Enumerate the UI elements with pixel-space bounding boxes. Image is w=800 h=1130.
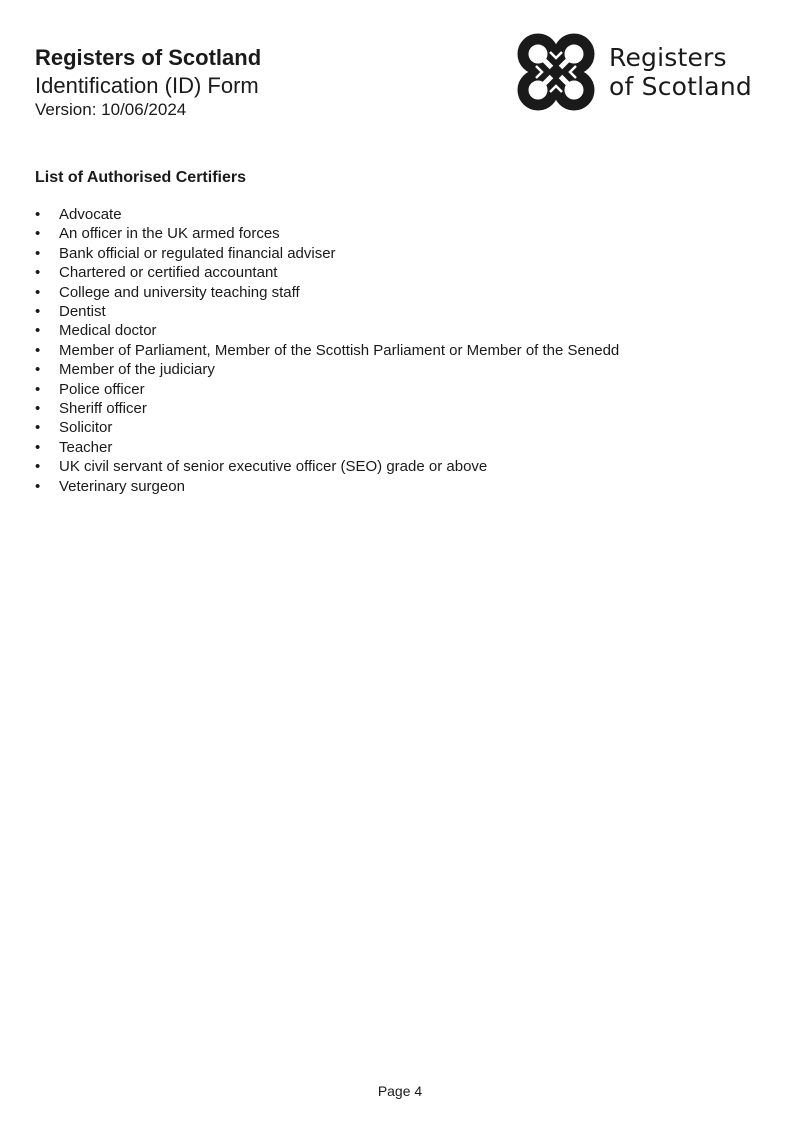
list-item-label: College and university teaching staff: [59, 283, 300, 301]
list-item-label: Veterinary surgeon: [59, 477, 185, 495]
list-item: [35, 205, 619, 224]
page-number: Page 4: [377, 1083, 423, 1099]
list-item: [35, 263, 619, 282]
bullet-icon: •: [35, 361, 41, 379]
bullet-icon: •: [35, 341, 41, 359]
list-item-label: Chartered or certified accountant: [59, 264, 278, 282]
bullet-icon: •: [35, 225, 41, 243]
list-item-label: Teacher: [59, 438, 113, 456]
bullet-icon: •: [35, 477, 41, 495]
bullet-icon: •: [35, 438, 41, 456]
registers-of-scotland-logo: [516, 32, 761, 116]
bullet-icon: •: [35, 283, 41, 301]
list-item: [35, 244, 619, 263]
list-item: [35, 283, 619, 302]
list-item: [35, 380, 619, 399]
list-item: [35, 360, 619, 379]
bullet-icon: •: [35, 244, 41, 262]
list-item-label: Sheriff officer: [59, 400, 147, 418]
bullet-icon: •: [35, 264, 41, 282]
certifier-list: [35, 205, 619, 496]
section-heading: List of Authorised Certifiers: [35, 169, 246, 186]
list-item: [35, 321, 619, 340]
registers-of-scotland-knot-logo-icon: [516, 32, 596, 112]
organisation-title: Registers of Scotland: [35, 45, 262, 70]
list-item: [35, 302, 619, 321]
list-item-label: Dentist: [59, 303, 106, 321]
bullet-icon: •: [35, 303, 41, 321]
list-item-label: Member of the judiciary: [59, 361, 215, 379]
list-item-label: An officer in the UK armed forces: [59, 225, 280, 243]
bullet-icon: •: [35, 380, 41, 398]
list-item: [35, 399, 619, 418]
list-item: [35, 457, 619, 476]
list-item-label: Bank official or regulated financial adviser: [59, 244, 336, 262]
list-item-label: Medical doctor: [59, 322, 157, 340]
bullet-icon: •: [35, 322, 41, 340]
list-item-label: Police officer: [59, 380, 145, 398]
list-item: [35, 224, 619, 243]
logo-wordmark: [609, 43, 752, 101]
logo-line-2: of Scotland: [609, 72, 752, 101]
bullet-icon: •: [35, 419, 41, 437]
form-name: Identification (ID) Form: [35, 73, 259, 98]
list-item: [35, 341, 619, 360]
logo-line-1: Registers: [609, 43, 727, 72]
version-label: Version: 10/06/2024: [35, 100, 187, 119]
list-item-label: Solicitor: [59, 419, 113, 437]
bullet-icon: •: [35, 206, 41, 223]
list-item-label: Member of Parliament, Member of the Scottish Parliament or Member of the Senedd: [59, 341, 620, 359]
list-item: [35, 477, 619, 496]
bullet-icon: •: [35, 400, 41, 418]
bullet-icon: •: [35, 458, 41, 476]
list-item-label: Advocate: [59, 206, 122, 223]
document-header: [35, 44, 261, 120]
list-item: [35, 418, 619, 437]
list-item-label: UK civil servant of senior executive officer (SEO) grade or above: [59, 458, 488, 476]
list-item: [35, 438, 619, 457]
